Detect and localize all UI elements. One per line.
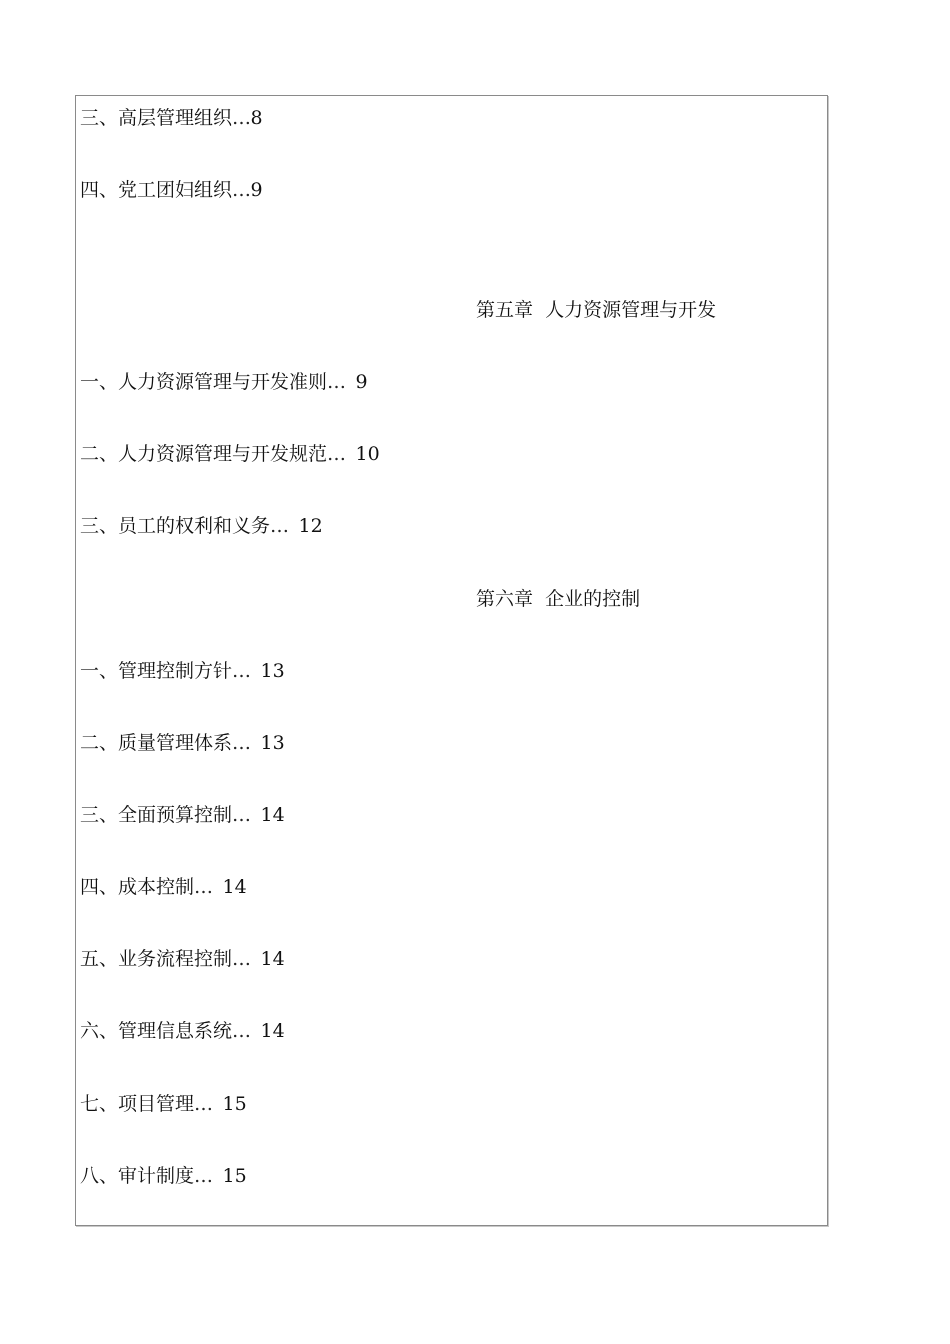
- toc-entry-label: 五、业务流程控制: [80, 948, 233, 970]
- toc-entry-page: 13: [260, 660, 285, 682]
- toc-entry-label: 四、成本控制: [80, 876, 195, 898]
- toc-entry-page: 13: [260, 732, 285, 754]
- toc-entry[interactable]: [80, 872, 780, 902]
- toc-entry[interactable]: [80, 656, 780, 686]
- toc-entry[interactable]: [80, 728, 780, 758]
- toc-entry[interactable]: [80, 511, 780, 541]
- toc-entry[interactable]: [80, 1016, 780, 1046]
- toc-entry-label: 七、项目管理: [80, 1093, 195, 1115]
- toc-entry-page: 8: [250, 107, 263, 129]
- leader-dots: …: [232, 948, 251, 970]
- toc-entry-label: 二、质量管理体系: [80, 732, 233, 754]
- chapter-heading[interactable]: 第五章 人力资源管理与开发: [476, 299, 717, 321]
- toc-entry[interactable]: [80, 1089, 780, 1119]
- toc-entry-page: 14: [260, 1020, 285, 1042]
- leader-dots: …: [232, 732, 251, 754]
- toc-entry-page: 14: [222, 876, 247, 898]
- chapter-heading[interactable]: 第六章 企业的控制: [476, 588, 641, 610]
- leader-dots: …: [232, 660, 251, 682]
- toc-entry-page: 14: [260, 948, 285, 970]
- toc-entry-page: 10: [355, 443, 380, 465]
- toc-entry[interactable]: [80, 175, 780, 205]
- toc-entry[interactable]: [80, 1161, 780, 1191]
- toc-entry-label: 六、管理信息系统: [80, 1020, 233, 1042]
- toc-entry-label: 一、管理控制方针: [80, 660, 233, 682]
- toc-entry-page: 15: [222, 1165, 247, 1187]
- toc-entry-label: 四、党工团妇组织: [80, 179, 233, 201]
- toc-entry-page: 12: [298, 515, 323, 537]
- leader-dots: …: [232, 107, 251, 129]
- toc-entry-page: 9: [250, 179, 263, 201]
- toc-entry[interactable]: [80, 800, 780, 830]
- toc-entry-label: 三、高层管理组织: [80, 107, 233, 129]
- toc-entry[interactable]: [80, 367, 780, 397]
- toc-entry-label: 一、人力资源管理与开发准则: [80, 371, 328, 393]
- leader-dots: …: [270, 515, 289, 537]
- leader-dots: …: [194, 876, 213, 898]
- leader-dots: …: [232, 1020, 251, 1042]
- leader-dots: …: [194, 1093, 213, 1115]
- toc-entry-label: 二、人力资源管理与开发规范: [80, 443, 328, 465]
- toc-entry-page: 14: [260, 804, 285, 826]
- toc-entry-label: 三、全面预算控制: [80, 804, 233, 826]
- leader-dots: …: [327, 371, 346, 393]
- leader-dots: …: [232, 179, 251, 201]
- toc-entry[interactable]: [80, 103, 780, 133]
- leader-dots: …: [327, 443, 346, 465]
- toc-entry-label: 三、员工的权利和义务: [80, 515, 271, 537]
- toc-entry[interactable]: [80, 439, 780, 469]
- leader-dots: …: [194, 1165, 213, 1187]
- toc-entry[interactable]: [80, 944, 780, 974]
- leader-dots: …: [232, 804, 251, 826]
- toc-entry-page: 15: [222, 1093, 247, 1115]
- toc-entry-label: 八、审计制度: [80, 1165, 195, 1187]
- toc-entry-page: 9: [355, 371, 368, 393]
